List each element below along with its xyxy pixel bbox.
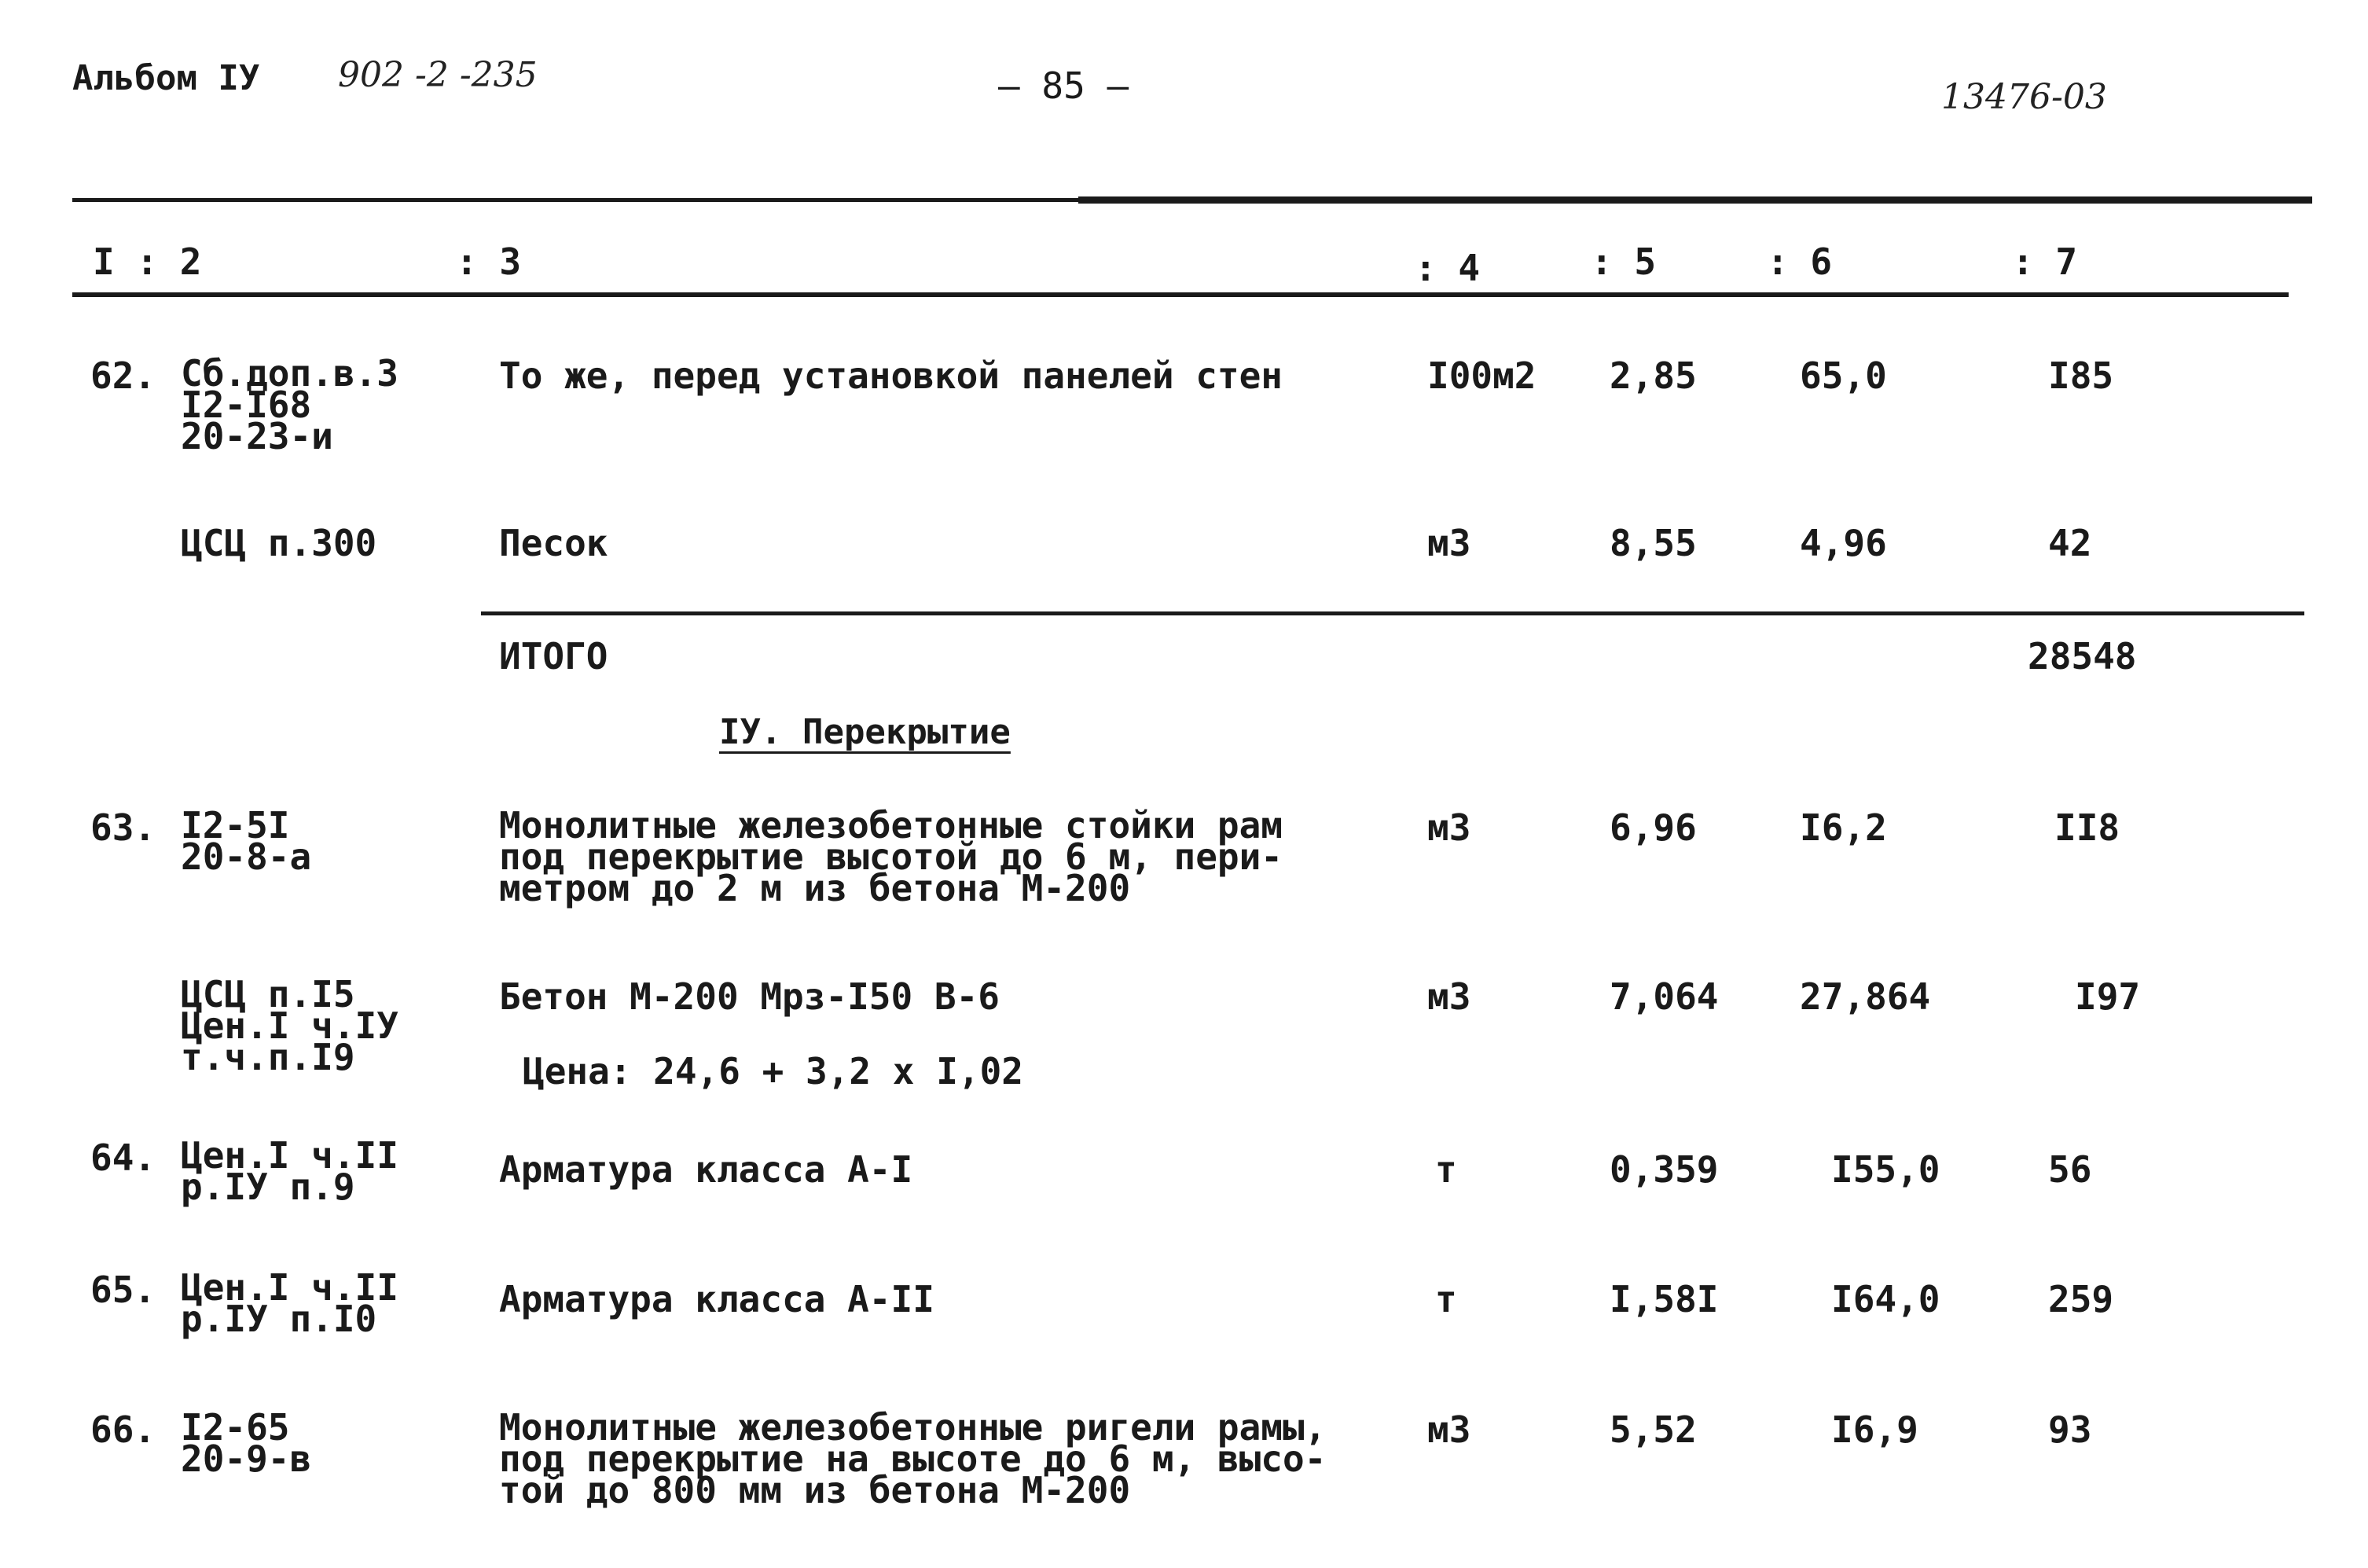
sand-reference: ЦСЦ п.300 [181,522,377,564]
col-header-6: : 6 [1767,241,1833,283]
concrete-reference: ЦСЦ п.I5 Цен.I ч.IУ т.ч.п.I9 [181,973,398,1078]
row-65-reference: Цен.I ч.II р.IУ п.I0 [181,1266,398,1340]
row-63-reference: I2-5I 20-8-а [181,804,312,878]
row-66-number: 66. [90,1408,156,1451]
row-62-reference: Сб.доп.в.3 I2-I68 20-23-и [181,352,398,457]
concrete-price: 27,864 [1800,975,1931,1018]
col-header-7: : 7 [2012,241,2078,283]
row-63-price: I6,2 [1800,806,1887,849]
row-62-price: 65,0 [1800,354,1887,397]
row-66-reference: I2-65 20-9-в [181,1406,312,1480]
document-code: 13476-03 [1941,77,2107,117]
header-bottom-rule [72,292,2289,297]
row-65-description: Арматура класса А-II [499,1278,934,1320]
section-title: IУ. Перекрытие [719,712,1011,752]
row-63-total: II8 [2054,806,2120,849]
row-64-unit: т [1435,1148,1457,1191]
row-65-unit: т [1435,1278,1457,1320]
row-62-number: 62. [90,354,156,397]
album-label: Альбом IУ [72,58,260,98]
row-64-quantity: 0,359 [1610,1148,1719,1191]
project-code: 902 -2 -235 [338,55,538,95]
concrete-unit: м3 [1427,975,1471,1018]
row-64-total: 56 [2048,1148,2092,1191]
concrete-quantity: 7,064 [1610,975,1719,1018]
row-65-price: I64,0 [1831,1278,1940,1320]
row-64-price: I55,0 [1831,1148,1940,1191]
row-66-total: 93 [2048,1408,2092,1451]
row-63-number: 63. [90,806,156,849]
page-number: – 85 – [998,64,1129,107]
col-header-3: : 3 [456,241,522,283]
sand-unit: м3 [1427,522,1471,564]
row-65-total: 259 [2048,1278,2114,1320]
row-62-unit: I00м2 [1427,354,1536,397]
concrete-total: I97 [2075,975,2141,1018]
concrete-price-note: Цена: 24,6 + 3,2 x I,02 [523,1050,1023,1092]
row-62-description: То же, перед установкой панелей стен [499,354,1283,397]
row-66-unit: м3 [1427,1408,1471,1451]
row-65-quantity: I,58I [1610,1278,1719,1320]
row-64-reference: Цен.I ч.II р.IУ п.9 [181,1134,398,1208]
subtotal-rule [481,611,2304,615]
sand-total: 42 [2048,522,2092,564]
row-66-quantity: 5,52 [1610,1408,1697,1451]
col-header-1-2: I : 2 [93,241,202,283]
subtotal-label: ИТОГО [499,635,608,678]
col-header-4: : 4 [1415,247,1481,289]
concrete-description: Бетон М-200 Мрз-I50 В-6 [499,975,1000,1018]
col-header-5: : 5 [1591,241,1657,283]
sand-quantity: 8,55 [1610,522,1697,564]
row-62-total: I85 [2048,354,2114,397]
row-65-number: 65. [90,1269,156,1311]
top-rule-thick [1078,196,2312,204]
sand-price: 4,96 [1800,522,1887,564]
row-66-description: Монолитные железобетонные ригели рамы, под перекрытие на высоте до 6 м, высо- той до 800 мм из бетона М-200 [499,1406,1327,1511]
row-62-quantity: 2,85 [1610,354,1697,397]
row-63-unit: м3 [1427,806,1471,849]
row-64-number: 64. [90,1137,156,1179]
top-rule-thin [72,198,1078,202]
row-63-description: Монолитные железобетонные стойки рам под перекрытие высотой до 6 м, пери- метром до 2 м из бетона М-200 [499,804,1283,909]
subtotal-value: 28548 [2028,635,2137,678]
row-66-price: I6,9 [1831,1408,1918,1451]
row-64-description: Арматура класса А-I [499,1148,913,1191]
row-63-quantity: 6,96 [1610,806,1697,849]
sand-description: Песок [499,522,608,564]
